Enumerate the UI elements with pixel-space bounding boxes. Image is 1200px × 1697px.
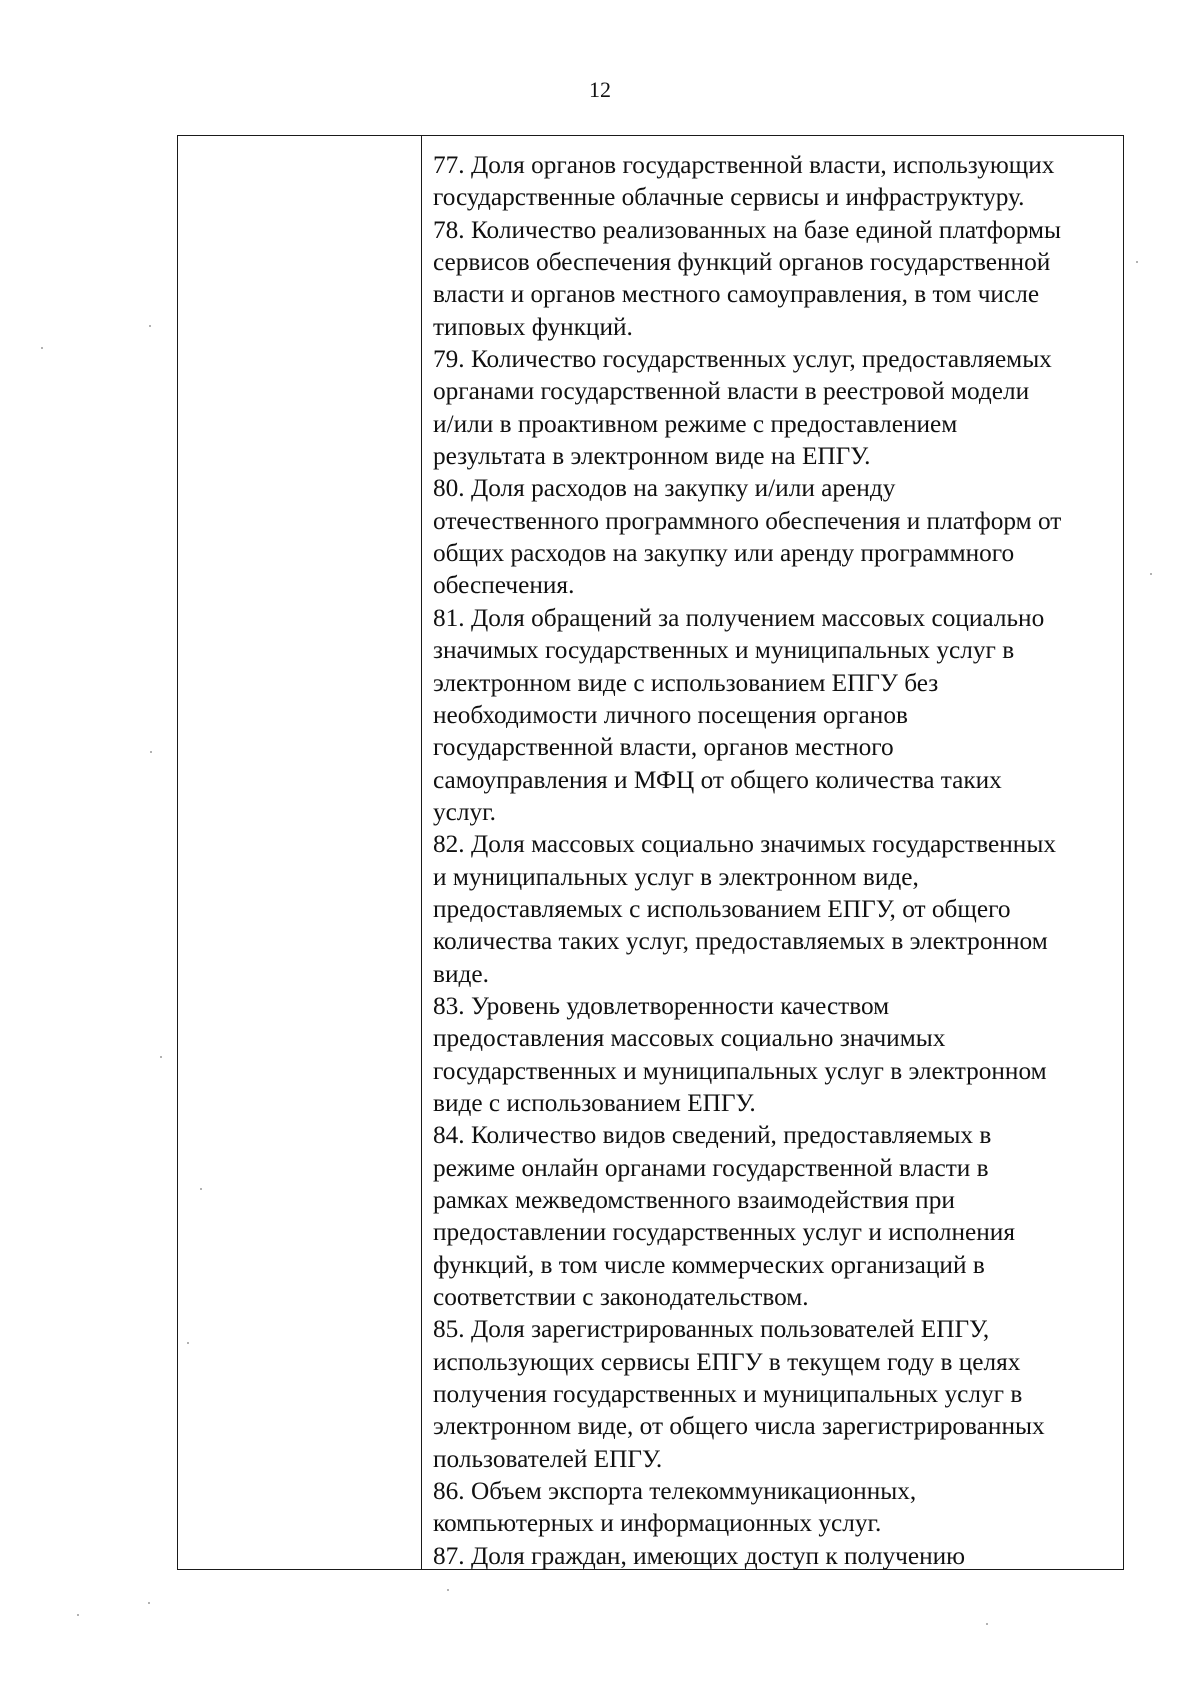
indicator-line: государственных и муниципальных услуг в электронном	[433, 1056, 1047, 1085]
indicator-item-78	[433, 214, 1123, 343]
indicator-item-80	[433, 472, 1123, 601]
indicator-item-87	[433, 1540, 1123, 1572]
column-divider	[421, 136, 422, 1569]
indicator-line: 82. Доля массовых социально значимых государственных	[433, 830, 1056, 859]
indicator-line: 83. Уровень удовлетворенности качеством	[433, 991, 890, 1020]
indicator-line: значимых государственных и муниципальных услуг в	[433, 636, 1015, 665]
indicator-line: режиме онлайн органами государственной власти в	[433, 1153, 989, 1182]
page-number: 12	[589, 77, 611, 102]
indicator-line: виде.	[433, 959, 489, 988]
indicator-line: электронном виде с использованием ЕПГУ без	[433, 668, 939, 697]
indicator-line: необходимости личного посещения органов	[433, 700, 908, 729]
scan-speck	[1136, 261, 1138, 263]
indicator-line: типовых функций.	[433, 312, 633, 341]
indicator-item-79	[433, 343, 1123, 472]
indicator-line: и/или в проактивном режиме с предоставлением	[433, 409, 958, 438]
indicator-line: 86. Объем экспорта телекоммуникационных,	[433, 1477, 917, 1506]
scan-speck	[447, 1589, 449, 1591]
scan-speck	[149, 325, 151, 327]
scan-speck	[986, 1623, 988, 1625]
indicator-line: 85. Доля зарегистрированных пользователей ЕПГУ,	[433, 1315, 990, 1344]
indicator-line: 84. Количество видов сведений, предоставляемых в	[433, 1121, 992, 1150]
indicator-line: обеспечения.	[433, 571, 575, 600]
indicator-line: количества таких услуг, предоставляемых в электронном	[433, 927, 1048, 956]
indicators-table	[177, 135, 1124, 1570]
indicator-line: государственной власти, органов местного	[433, 733, 894, 762]
indicator-line: 80. Доля расходов на закупку и/или аренду	[433, 474, 896, 503]
indicator-item-86	[433, 1475, 1123, 1540]
indicator-line: функций, в том числе коммерческих организаций в	[433, 1250, 985, 1279]
indicator-line: сервисов обеспечения функций органов государственной	[433, 248, 1051, 277]
indicator-line: компьютерных и информационных услуг.	[433, 1509, 882, 1538]
indicator-line: результата в электронном виде на ЕПГУ.	[433, 442, 871, 471]
indicator-item-83	[433, 990, 1123, 1119]
indicator-line: власти и органов местного самоуправления, в том числе	[433, 280, 1040, 309]
indicator-item-84	[433, 1119, 1123, 1313]
indicator-item-81	[433, 602, 1123, 828]
scan-speck	[150, 751, 152, 753]
indicator-line: общих расходов на закупку или аренду программного	[433, 539, 1015, 568]
indicator-line: 87. Доля граждан, имеющих доступ к получению	[433, 1541, 966, 1570]
scan-speck	[148, 1602, 150, 1604]
indicator-item-77	[433, 149, 1123, 214]
indicator-line: 81. Доля обращений за получением массовых социально	[433, 603, 1045, 632]
indicator-line: и муниципальных услуг в электронном виде,	[433, 862, 919, 891]
indicator-line: соответствии с законодательством.	[433, 1283, 809, 1312]
indicator-item-82	[433, 828, 1123, 990]
scan-speck	[77, 1614, 79, 1616]
indicator-line: предоставляемых с использованием ЕПГУ, от общего	[433, 894, 1011, 923]
scan-speck	[187, 1342, 189, 1344]
indicator-line: 77. Доля органов государственной власти, использующих	[433, 151, 1055, 179]
scan-speck	[1150, 573, 1152, 575]
indicator-line: 79. Количество государственных услуг, предоставляемых	[433, 345, 1052, 374]
scan-speck	[41, 347, 43, 349]
indicator-line: виде с использованием ЕПГУ.	[433, 1088, 756, 1117]
indicator-line: получения государственных и муниципальных услуг в	[433, 1380, 1023, 1409]
indicators-list	[433, 149, 1123, 1569]
indicator-line: отечественного программного обеспечения и платформ от	[433, 506, 1062, 535]
indicator-item-85	[433, 1313, 1123, 1475]
indicator-line: органами государственной власти в реестровой модели	[433, 377, 1030, 406]
indicator-line: рамках межведомственного взаимодействия при	[433, 1186, 955, 1214]
indicator-line: предоставления массовых социально значимых	[433, 1024, 946, 1053]
table-left-cell	[178, 136, 421, 1569]
indicator-line: пользователей ЕПГУ.	[433, 1444, 663, 1473]
indicator-line: 78. Количество реализованных на базе единой платформы	[433, 215, 1061, 244]
indicator-line: использующих сервисы ЕПГУ в текущем году в целях	[433, 1347, 1021, 1376]
indicator-line: предоставлении государственных услуг и исполнения	[433, 1218, 1015, 1247]
indicator-line: государственные облачные сервисы и инфраструктуру.	[433, 183, 1025, 212]
indicator-line: самоуправления и МФЦ от общего количества таких	[433, 765, 1002, 794]
indicator-line: электронном виде, от общего числа зарегистрированных	[433, 1412, 1045, 1441]
indicator-line: услуг.	[433, 797, 496, 826]
scan-speck	[160, 1056, 162, 1058]
scan-speck	[200, 1188, 202, 1190]
